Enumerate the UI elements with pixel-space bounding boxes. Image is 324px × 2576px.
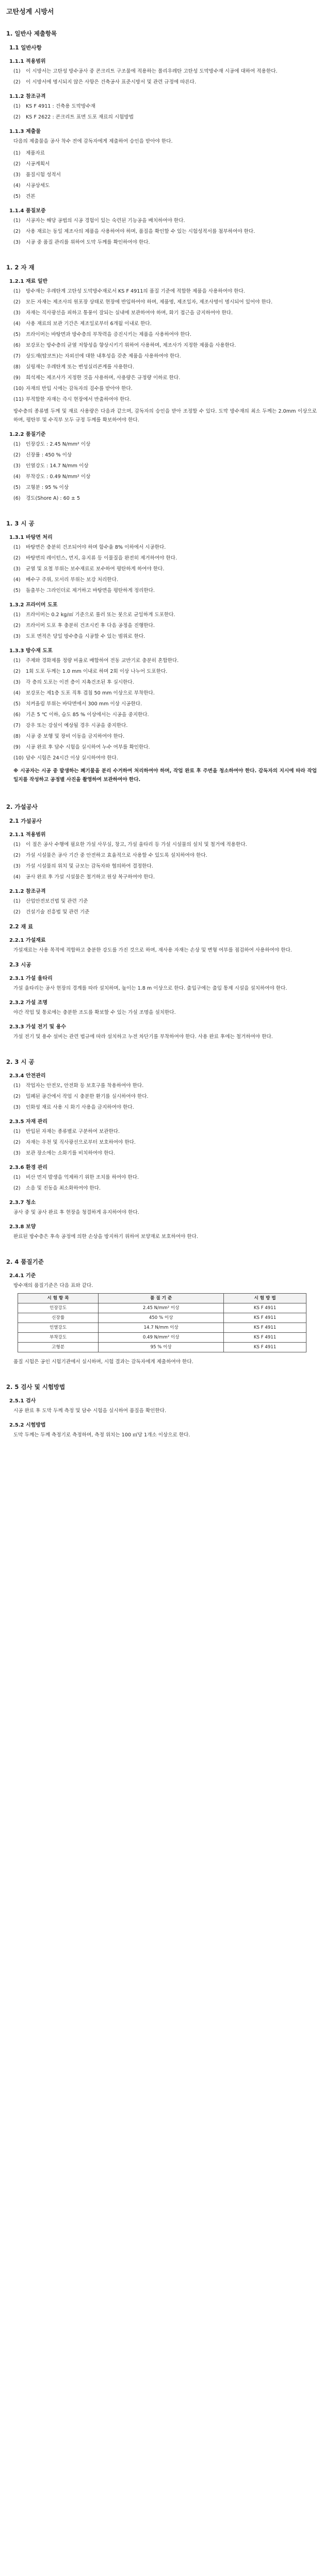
list-item-number: (2) xyxy=(13,853,21,858)
list-item xyxy=(13,171,317,179)
list-item-number: (1) xyxy=(13,842,21,848)
list-item-text: 실링재는 우레탄계 또는 변성실리콘계를 사용한다. xyxy=(26,364,134,370)
list-item xyxy=(13,743,317,752)
paragraph: 가설재료는 사용 목적에 적합하고 충분한 강도를 가진 것으로 하며, 재사용 자재는 손상 및 변형 여부를 점검하여 사용하여야 한다. xyxy=(13,947,292,953)
list-item-number: (9) xyxy=(13,375,21,381)
list-item-text: 담수 시험은 24시간 이상 실시하여야 한다. xyxy=(26,755,118,761)
list-item-number: (3) xyxy=(13,240,21,245)
list-item xyxy=(13,678,317,687)
numbered-list xyxy=(13,1173,317,1193)
list-item xyxy=(13,309,317,317)
list-item-text: 신장률 : 450 % 이상 xyxy=(26,452,72,458)
list-item xyxy=(13,721,317,730)
clause-title: 2.4.1 기준 xyxy=(9,1273,36,1279)
list-item-text: 1회 도포 두께는 1.0 mm 이내로 하며 2회 이상 나누어 도포한다. xyxy=(26,669,168,674)
list-item xyxy=(13,1149,317,1158)
table-cell: 인열강도 xyxy=(18,1323,99,1333)
list-item-number: (4) xyxy=(13,874,21,880)
list-item-number: (2) xyxy=(13,229,21,234)
numbered-list xyxy=(13,287,317,404)
list-item-text: 이 시방서는 고탄성 방수공사 중 콘크리트 구조물에 적용하는 폴리우레탄 고탄성 도막방수재 시공에 대하여 적용한다. xyxy=(26,69,278,74)
clause-title: 2.3.7 청소 xyxy=(9,1200,36,1206)
paragraph: 완료된 방수층은 후속 공정에 의한 손상을 방지하기 위하여 보양재로 보호하여야 한다. xyxy=(13,1234,198,1240)
list-item-number: (5) xyxy=(13,485,21,490)
list-item xyxy=(13,621,317,630)
clause-title: 2.3.4 안전관리 xyxy=(9,1073,46,1079)
clause-title: 1.1.2 참조규격 xyxy=(9,94,46,99)
list-item-text: 보강포는 방수층의 균열 저항성을 향상시키기 위하여 사용하며, 제조사가 지정한 제품을 사용한다. xyxy=(26,343,236,348)
list-item-text: 반입된 자재는 종류별로 구분하여 보관한다. xyxy=(26,1129,120,1134)
list-item-number: (5) xyxy=(13,588,21,594)
list-item xyxy=(13,840,317,849)
section-spacer xyxy=(6,250,317,254)
spec-table xyxy=(18,1293,306,1352)
list-item-text: 사용 재료는 동일 제조사의 제품을 사용하여야 하며, 품질을 확인할 수 있는 시험성적서를 첨부하여야 한다. xyxy=(26,229,255,234)
list-item-text: 프라이머는 0.2 kg/㎡ 기준으로 롤러 또는 붓으로 균일하게 도포한다. xyxy=(26,612,175,618)
clause-title: 1.1.4 품질보증 xyxy=(9,208,46,214)
list-item xyxy=(13,862,317,871)
list-item xyxy=(13,586,317,595)
list-item-text: 보관 장소에는 소화기를 비치하여야 한다. xyxy=(26,1150,115,1156)
paragraph: 다음의 제출물을 공사 착수 전에 감독자에게 제출하여 승인을 받아야 한다. xyxy=(13,139,173,144)
list-item-text: 각 층의 도포는 이전 층이 지촉건조된 후 실시한다. xyxy=(26,680,134,685)
table-row xyxy=(18,1313,306,1323)
list-item-number: (3) xyxy=(13,680,21,685)
list-item xyxy=(13,374,317,382)
note-paragraph: ※ 시공자는 시공 중 발생하는 폐기물을 분리 수거하여 처리하여야 하며, 작업 완료 후 주변을 청소하여야 한다. 감독자의 지시에 따라 작업 일지를 작성하고 공정별 사진을 촬영하여 보관하여야 한다. xyxy=(13,768,317,783)
clause-title: 2.3.5 자재 관리 xyxy=(9,1119,48,1125)
clause-title: 2.3.8 보양 xyxy=(9,1224,36,1230)
list-item-number: (11) xyxy=(13,397,24,402)
list-item xyxy=(13,667,317,676)
table-cell: KS F 4911 xyxy=(224,1333,306,1343)
subsection-title: 2.1 가설공사 xyxy=(9,818,42,824)
list-item xyxy=(13,494,317,503)
section-title: 1. 3 시 공 xyxy=(6,520,35,527)
list-item-text: 사용 재료의 보관 기간은 제조일로부터 6개월 이내로 한다. xyxy=(26,321,152,327)
list-item xyxy=(13,554,317,563)
list-item-number: (3) xyxy=(13,1105,21,1110)
clause-title: 2.5.1 검사 xyxy=(9,1398,36,1404)
list-item xyxy=(13,851,317,860)
subsection-title: 1.1 일반사항 xyxy=(9,45,42,51)
document-title: 고탄성계 시방서 xyxy=(6,8,54,16)
clause-title: 1.1.3 제출물 xyxy=(9,129,41,134)
list-item-number: (3) xyxy=(13,1150,21,1156)
list-item-text: 이 시방서에 명시되지 않은 사항은 건축공사 표준시방서 및 관련 규정에 따른다. xyxy=(26,79,197,85)
list-item-text: 시공 완료 후 담수 시험을 실시하여 누수 여부를 확인한다. xyxy=(26,744,150,750)
numbered-list xyxy=(13,543,317,595)
list-item xyxy=(13,897,317,906)
list-item xyxy=(13,732,317,741)
clause-title: 2.5.2 시험방법 xyxy=(9,1422,46,1428)
table-row xyxy=(18,1343,306,1352)
section-title: 2. 5 검사 및 시험방법 xyxy=(6,1383,66,1391)
list-item-number: (2) xyxy=(13,1094,21,1099)
list-item xyxy=(13,192,317,201)
list-item-number: (2) xyxy=(13,452,21,458)
clause-title: 2.3.1 가설 울타리 xyxy=(9,976,53,981)
paragraph: 가설 전기 및 용수 설비는 관련 법규에 따라 설치하고 누전 차단기를 부착하여야 한다. 사용 완료 후에는 철거하여야 한다. xyxy=(13,1034,273,1040)
table-header-row xyxy=(18,1294,306,1303)
list-item-number: (2) xyxy=(13,555,21,561)
list-item xyxy=(13,1173,317,1182)
section-spacer xyxy=(6,1369,317,1374)
list-item-number: (2) xyxy=(13,299,21,305)
list-item-number: (3) xyxy=(13,566,21,572)
list-item-text: 시공 중 보행 및 장비 이동을 금지하여야 한다. xyxy=(26,734,125,739)
list-item xyxy=(13,67,317,76)
list-item-number: (1) xyxy=(13,218,21,224)
list-item-number: (10) xyxy=(13,755,24,761)
list-item xyxy=(13,330,317,339)
list-item-text: 품질시험 성적서 xyxy=(26,172,61,178)
list-item-text: 작업자는 안전모, 안전화 등 보호구를 착용하여야 한다. xyxy=(26,1083,144,1089)
table-cell: 95 % 이상 xyxy=(99,1343,224,1352)
table-header-cell: 시 험 항 목 xyxy=(18,1294,99,1303)
table-cell: 14.7 N/mm 이상 xyxy=(99,1323,224,1333)
list-item-number: (8) xyxy=(13,734,21,739)
list-item-text: 프라이머 도포 후 충분히 건조시킨 후 다음 공정을 진행한다. xyxy=(26,623,155,629)
list-item-number: (2) xyxy=(13,114,21,120)
clause-title: 2.1.2 참조규격 xyxy=(9,889,46,894)
numbered-list xyxy=(13,840,317,882)
list-item-text: 시공계획서 xyxy=(26,161,50,167)
list-item-number: (4) xyxy=(13,474,21,480)
subsection-title: 2.3 시공 xyxy=(9,962,31,968)
list-item-text: 공사 완료 후 가설 시설물은 철거하고 원상 복구하여야 한다. xyxy=(26,874,155,880)
list-item xyxy=(13,287,317,296)
list-item-number: (1) xyxy=(13,442,21,447)
clause-title: 2.2.1 가설재료 xyxy=(9,938,46,943)
numbered-list xyxy=(13,1081,317,1112)
table-cell: 2.45 N/mm² 이상 xyxy=(99,1303,224,1313)
list-item-text: 상도재(탑코트)는 자외선에 대한 내후성을 갖춘 제품을 사용하여야 한다. xyxy=(26,353,181,359)
list-item xyxy=(13,543,317,552)
list-item xyxy=(13,689,317,698)
clause-title: 2.3.2 가설 조명 xyxy=(9,1000,48,1006)
list-item-number: (1) xyxy=(13,545,21,550)
list-item-text: 프라이머는 바탕면과 방수층의 부착력을 증진시키는 제품을 사용하여야 한다. xyxy=(26,332,191,337)
list-item-number: (1) xyxy=(13,899,21,904)
table-row xyxy=(18,1333,306,1343)
list-item-number: (1) xyxy=(13,1083,21,1089)
clause-title: 2.3.3 가설 전기 및 용수 xyxy=(9,1024,67,1030)
list-item xyxy=(13,238,317,247)
clause-title: 2.3.6 환경 관리 xyxy=(9,1165,48,1171)
numbered-list xyxy=(13,1127,317,1158)
document-body xyxy=(6,29,317,1447)
list-item-number: (1) xyxy=(13,1129,21,1134)
list-item-text: 시공 중 품질 관리를 위하여 도막 두께를 확인하여야 한다. xyxy=(26,240,150,245)
list-item-text: 강우 또는 강설이 예상될 경우 시공을 중지한다. xyxy=(26,723,128,728)
list-item-number: (2) xyxy=(13,1140,21,1145)
clause-title: 1.3.2 프라이머 도포 xyxy=(9,602,58,608)
list-item xyxy=(13,160,317,168)
list-item xyxy=(13,1184,317,1193)
list-item xyxy=(13,575,317,584)
section-title: 1. 일반사 제출항목 xyxy=(6,30,57,37)
list-item-text: 배수구 주위, 모서리 부위는 보강 처리한다. xyxy=(26,577,118,583)
list-item-text: 보강포는 제1층 도포 직후 겹침 50 mm 이상으로 부착한다. xyxy=(26,690,155,696)
subsection-title: 2.2 재 료 xyxy=(9,924,34,930)
list-item xyxy=(13,78,317,87)
list-item xyxy=(13,113,317,122)
numbered-list xyxy=(13,216,317,247)
list-item xyxy=(13,440,317,449)
list-item-number: (3) xyxy=(13,172,21,178)
list-item-number: (1) xyxy=(13,150,21,156)
list-item-text: 주제와 경화제를 정량 비율로 배합하여 전동 교반기로 충분히 혼합한다. xyxy=(26,658,179,664)
section-spacer xyxy=(6,1443,317,1447)
list-item xyxy=(13,483,317,492)
list-item-text: 균열 및 요철 부위는 보수재료로 보수하여 평탄하게 하여야 한다. xyxy=(26,566,165,572)
list-item-text: 제품자료 xyxy=(26,150,45,156)
list-item-text: 자재는 직사광선을 피하고 통풍이 잘되는 실내에 보관하여야 하며, 화기 접근을 금지하여야 한다. xyxy=(26,310,233,316)
list-item-number: (2) xyxy=(13,79,21,85)
list-item-text: 건설기술 진흥법 및 관련 기준 xyxy=(26,909,90,915)
list-item-number: (4) xyxy=(13,577,21,583)
paragraph: 야간 작업 및 통로에는 충분한 조도를 확보할 수 있는 가설 조명을 설치한다. xyxy=(13,1010,176,1015)
table-row xyxy=(18,1303,306,1313)
list-item xyxy=(13,1081,317,1090)
section-spacer xyxy=(6,789,317,793)
list-item-text: 바탕면의 레이턴스, 먼지, 유지류 등 이물질을 완전히 제거하여야 한다. xyxy=(26,555,177,561)
list-item-number: (6) xyxy=(13,343,21,348)
paragraph: 방수재의 품질기준은 다음 표와 같다. xyxy=(13,1283,93,1289)
list-item xyxy=(13,363,317,371)
list-item xyxy=(13,216,317,225)
list-item-text: 모든 자재는 제조사의 원포장 상태로 현장에 반입하여야 하며, 제품명, 제조일자, 제조사명이 명시되어 있어야 한다. xyxy=(26,299,273,305)
list-item-number: (2) xyxy=(13,909,21,915)
numbered-list xyxy=(13,102,317,122)
clause-title: 1.3.3 방수재 도포 xyxy=(9,648,53,654)
paragraph: 품질 시험은 공인 시험기관에서 실시하며, 시험 결과는 감독자에게 제출하여야 한다. xyxy=(13,1359,193,1365)
paragraph: 가설 울타리는 공사 현장의 경계를 따라 설치하며, 높이는 1.8 m 이상으로 한다. 출입구에는 출입 통제 시설을 설치하여야 한다. xyxy=(13,986,287,991)
table-row xyxy=(18,1323,306,1333)
paragraph: 도막 두께는 두께 측정기로 측정하며, 측정 위치는 100 ㎡당 1개소 이상으로 한다. xyxy=(13,1432,190,1438)
section-title: 2. 가설공사 xyxy=(6,803,38,810)
list-item-text: KS F 4911 : 건축용 도막방수재 xyxy=(26,104,95,109)
list-item xyxy=(13,298,317,307)
list-item-text: 인화성 재료 사용 시 화기 사용을 금지하여야 한다. xyxy=(26,1105,134,1110)
list-item xyxy=(13,1127,317,1136)
list-item xyxy=(13,611,317,619)
list-item-number: (1) xyxy=(13,612,21,618)
table-cell: KS F 4911 xyxy=(224,1303,306,1313)
list-item-number: (1) xyxy=(13,69,21,74)
table-header-cell: 시 험 방 법 xyxy=(224,1294,306,1303)
section-spacer xyxy=(6,1244,317,1248)
list-item xyxy=(13,656,317,665)
list-item-number: (5) xyxy=(13,332,21,337)
table-cell: 신장률 xyxy=(18,1313,99,1323)
list-item-text: 시공상세도 xyxy=(26,183,50,189)
list-item-text: 비산 먼지 발생을 억제하기 위한 조치를 하여야 한다. xyxy=(26,1175,139,1180)
section-spacer xyxy=(6,506,317,510)
list-item-number: (8) xyxy=(13,364,21,370)
list-item xyxy=(13,462,317,470)
list-item-text: 기온 5 ℃ 이하, 습도 85 % 이상에서는 시공을 중지한다. xyxy=(26,712,149,718)
list-item-text: 자재의 반입 시에는 감독자의 검수를 받아야 한다. xyxy=(26,386,133,392)
list-item-number: (5) xyxy=(13,701,21,707)
clause-title: 1.2.1 재료 일반 xyxy=(9,279,48,284)
list-item xyxy=(13,1092,317,1101)
list-item-text: 시공자는 해당 공법의 시공 경험이 있는 숙련된 기능공을 배치하여야 한다. xyxy=(26,218,185,224)
list-item xyxy=(13,632,317,641)
list-item-text: 인열강도 : 14.7 N/mm 이상 xyxy=(26,463,89,469)
list-item-number: (5) xyxy=(13,194,21,199)
table-cell: 인장강도 xyxy=(18,1303,99,1313)
clause-title: 1.2.2 품질기준 xyxy=(9,432,46,437)
list-item-number: (3) xyxy=(13,634,21,639)
list-item xyxy=(13,472,317,481)
list-item-number: (1) xyxy=(13,289,21,294)
clause-title: 2.1.1 적용범위 xyxy=(9,832,46,838)
section-title: 2. 3 시 공 xyxy=(6,1058,35,1065)
list-item-text: 자재는 우천 및 직사광선으로부터 보호하여야 한다. xyxy=(26,1140,136,1145)
clause-title: 1.3.1 바탕면 처리 xyxy=(9,535,53,540)
list-item-number: (3) xyxy=(13,463,21,469)
list-item xyxy=(13,149,317,158)
list-item-text: 희석제는 제조사가 지정한 것을 사용하며, 사용량은 규정량 이하로 한다. xyxy=(26,375,181,381)
list-item xyxy=(13,710,317,719)
section-title: 2. 4 품질기준 xyxy=(6,1258,44,1265)
list-item-text: 이 절은 공사 수행에 필요한 가설 사무실, 창고, 가설 울타리 등 가설 시설물의 설치 및 철거에 적용한다. xyxy=(26,842,247,848)
list-item-number: (2) xyxy=(13,161,21,167)
list-item xyxy=(13,908,317,917)
numbered-list xyxy=(13,149,317,201)
table-cell: 450 % 이상 xyxy=(99,1313,224,1323)
list-item xyxy=(13,181,317,190)
paragraph: 방수층의 종류별 두께 및 재료 사용량은 다음과 같으며, 감독자의 승인을 받아 조정할 수 있다. 도막 방수재의 최소 두께는 2.0mm 이상으로 하며, 평탄부 및 수직부 모두 규정 두께를 확보하여야 한다. xyxy=(13,409,317,423)
list-item-number: (3) xyxy=(13,863,21,869)
list-item xyxy=(13,565,317,573)
list-item-text: 도포 면적은 당일 방수층을 시공할 수 있는 범위로 한다. xyxy=(26,634,145,639)
list-item-text: 가설 시설물의 위치 및 규모는 감독자와 협의하여 결정한다. xyxy=(26,863,153,869)
section-spacer xyxy=(6,1044,317,1048)
numbered-list xyxy=(13,440,317,503)
list-item xyxy=(13,352,317,361)
list-item-number: (6) xyxy=(13,496,21,501)
list-item-text: 인장강도 : 2.45 N/mm² 이상 xyxy=(26,442,91,447)
list-item-number: (2) xyxy=(13,669,21,674)
list-item xyxy=(13,1103,317,1112)
list-item-number: (4) xyxy=(13,183,21,189)
table-cell: 부착강도 xyxy=(18,1333,99,1343)
list-item xyxy=(13,873,317,882)
table-cell: 고형분 xyxy=(18,1343,99,1352)
table-cell: KS F 4911 xyxy=(224,1343,306,1352)
list-item-number: (6) xyxy=(13,712,21,718)
list-item-number: (2) xyxy=(13,623,21,629)
list-item-text: 가설 시설물은 공사 기간 중 안전하고 효율적으로 사용할 수 있도록 설치하여야 한다. xyxy=(26,853,207,858)
table-cell: KS F 4911 xyxy=(224,1313,306,1323)
list-item-number: (10) xyxy=(13,386,24,392)
list-item-number: (7) xyxy=(13,723,21,728)
list-item-text: 돌출부는 그라인더로 제거하고 바탕면을 평탄하게 정리한다. xyxy=(26,588,155,594)
list-item-text: 경도(Shore A) : 60 ± 5 xyxy=(26,496,80,501)
list-item-text: 부적합한 자재는 즉시 현장에서 반출하여야 한다. xyxy=(26,397,131,402)
list-item-number: (4) xyxy=(13,690,21,696)
list-item-number: (1) xyxy=(13,1175,21,1180)
list-item-number: (1) xyxy=(13,658,21,664)
list-item-number: (4) xyxy=(13,321,21,327)
list-item-number: (3) xyxy=(13,310,21,316)
list-item xyxy=(13,341,317,350)
paragraph: 시공 완료 후 도막 두께 측정 및 담수 시험을 실시하여 품질을 확인한다. xyxy=(13,1408,167,1414)
list-item-text: 밀폐된 공간에서 작업 시 충분한 환기를 실시하여야 한다. xyxy=(26,1094,149,1099)
list-item-text: 산업안전보건법 및 관련 기준 xyxy=(26,899,88,904)
list-item-number: (1) xyxy=(13,104,21,109)
clause-title: 1.1.1 적용범위 xyxy=(9,59,46,64)
list-item xyxy=(13,102,317,111)
list-item-text: 방수재는 우레탄계 고탄성 도막방수재로서 KS F 4911의 품질 기준에 적합한 제품을 사용하여야 한다. xyxy=(26,289,245,294)
list-item-number: (2) xyxy=(13,1185,21,1191)
list-item-text: 견본 xyxy=(26,194,36,199)
list-item xyxy=(13,395,317,404)
list-item-number: (9) xyxy=(13,744,21,750)
numbered-list xyxy=(13,656,317,762)
list-item xyxy=(13,384,317,393)
table-cell: KS F 4911 xyxy=(224,1323,306,1333)
list-item-text: 부착강도 : 0.49 N/mm² 이상 xyxy=(26,474,91,480)
list-item xyxy=(13,319,317,328)
list-item-number: (7) xyxy=(13,353,21,359)
table-cell: 0.49 N/mm² 이상 xyxy=(99,1333,224,1343)
list-item xyxy=(13,754,317,762)
list-item xyxy=(13,451,317,460)
list-item-text: 치켜올림 부위는 바닥면에서 300 mm 이상 시공한다. xyxy=(26,701,142,707)
list-item xyxy=(13,700,317,708)
list-item-text: 고형분 : 95 % 이상 xyxy=(26,485,69,490)
list-item xyxy=(13,227,317,236)
list-item-text: KS F 2622 : 콘크리트 표면 도포 재료의 시험방법 xyxy=(26,114,134,120)
numbered-list xyxy=(13,897,317,917)
numbered-list xyxy=(13,67,317,87)
table-header-cell: 품 질 기 준 xyxy=(99,1294,224,1303)
numbered-list xyxy=(13,611,317,641)
section-title: 1. 2 자 재 xyxy=(6,264,35,271)
list-item-text: 소음 및 진동을 최소화하여야 한다. xyxy=(26,1185,101,1191)
paragraph: 공사 중 및 공사 완료 후 현장을 청결하게 유지하여야 한다. xyxy=(13,1210,139,1215)
list-item-text: 바탕면은 충분히 건조되어야 하며 함수율 8% 이하에서 시공한다. xyxy=(26,545,166,550)
list-item xyxy=(13,1138,317,1147)
